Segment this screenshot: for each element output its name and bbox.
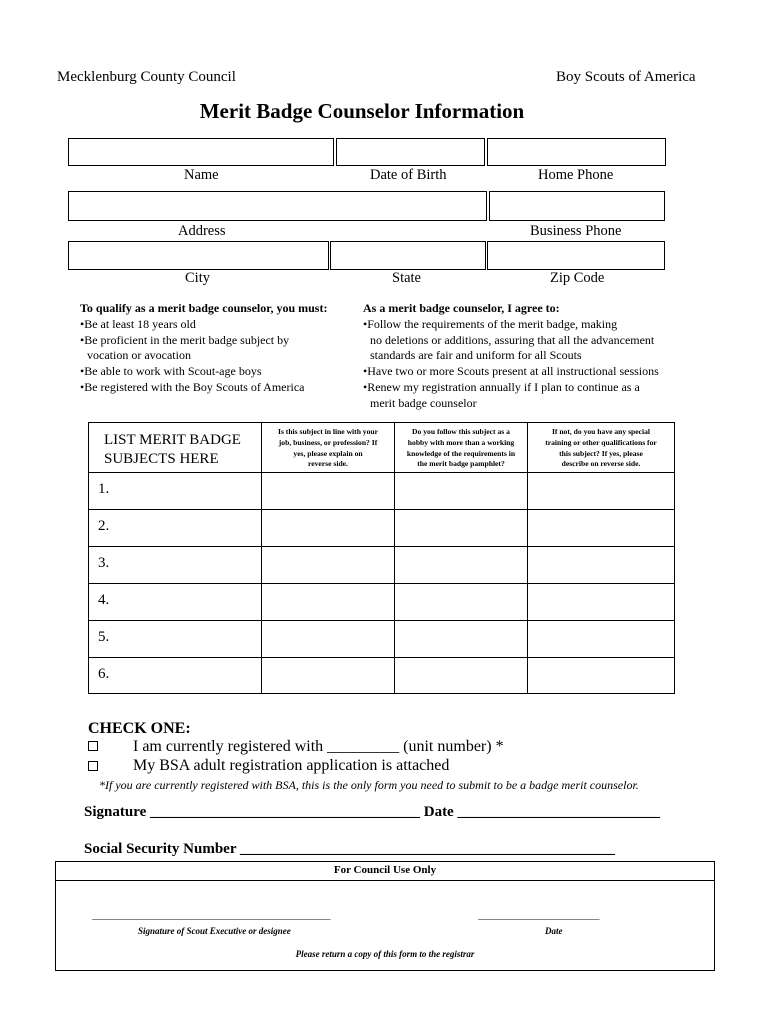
agree-item: standards are fair and uniform for all Scouts	[370, 348, 582, 363]
home-phone-field[interactable]	[487, 138, 666, 166]
subject-cell[interactable]: 5.	[89, 621, 262, 658]
answer-cell[interactable]	[528, 473, 675, 510]
qualify-item: •Be able to work with Scout-age boys	[80, 364, 262, 379]
city-label: City	[185, 270, 210, 286]
address-field[interactable]	[68, 191, 487, 221]
state-field[interactable]	[330, 241, 486, 270]
home-phone-label: Home Phone	[538, 167, 614, 183]
hobby-question-header: Do you follow this subject as a hobby with more than a working knowledge of the requirements in the merit badge pamphlet?	[395, 423, 528, 473]
answer-cell[interactable]	[262, 621, 395, 658]
agree-heading: As a merit badge counselor, I agree to:	[363, 301, 560, 315]
agree-item: •Have two or more Scouts present at all instructional sessions	[363, 364, 659, 379]
answer-cell[interactable]	[262, 473, 395, 510]
state-label: State	[392, 270, 421, 286]
address-label: Address	[178, 223, 226, 239]
answer-cell[interactable]	[528, 584, 675, 621]
name-field[interactable]	[68, 138, 334, 166]
form-title: Merit Badge Counselor Information	[199, 99, 525, 123]
executive-signature-label: Signature of Scout Executive or designee	[138, 926, 291, 936]
answer-cell[interactable]	[262, 584, 395, 621]
answer-cell[interactable]	[528, 547, 675, 584]
organization-name: Boy Scouts of America	[556, 69, 696, 85]
table-row	[89, 658, 675, 694]
answer-cell[interactable]	[528, 621, 675, 658]
answer-cell[interactable]	[395, 621, 528, 658]
profession-question-header: Is this subject in line with your job, business, or profession? If yes, please explain on reverse side.	[262, 423, 395, 473]
answer-cell[interactable]	[395, 510, 528, 547]
answer-cell[interactable]	[262, 510, 395, 547]
registered-checkbox[interactable]	[88, 741, 98, 751]
agree-item: no deletions or additions, assuring that all the advancement	[370, 332, 655, 347]
subject-cell[interactable]: 1.	[89, 473, 262, 510]
business-phone-field[interactable]	[489, 191, 665, 221]
city-field[interactable]	[68, 241, 329, 270]
subjects-header: LIST MERIT BADGE SUBJECTS HERE	[89, 423, 262, 473]
business-phone-label: Business Phone	[530, 223, 622, 239]
table-row	[89, 621, 675, 658]
council-date-line[interactable]: ___________________________	[478, 911, 600, 921]
name-label: Name	[184, 167, 219, 183]
executive-signature-line[interactable]: _____________________________________________________	[92, 911, 331, 921]
answer-cell[interactable]	[395, 547, 528, 584]
answer-cell[interactable]	[528, 658, 675, 694]
qualify-heading: To qualify as a merit badge counselor, you must:	[80, 301, 328, 315]
qualify-section	[80, 301, 327, 396]
ssn-line[interactable]: Social Security Number __________________________________________________	[84, 841, 615, 857]
zip-code-field[interactable]	[487, 241, 665, 270]
qualify-item: •Be registered with the Boy Scouts of America	[80, 379, 305, 394]
return-instructions: Please return a copy of this form to the registrar	[295, 949, 475, 959]
table-row	[89, 547, 675, 584]
merit-badge-subjects-table	[88, 422, 675, 694]
subject-cell[interactable]: 4.	[89, 584, 262, 621]
table-row	[89, 584, 675, 621]
application-checkbox[interactable]	[88, 761, 98, 771]
table-row	[89, 473, 675, 510]
date-of-birth-field[interactable]	[336, 138, 485, 166]
answer-cell[interactable]	[395, 658, 528, 694]
subject-cell[interactable]: 6.	[89, 658, 262, 694]
agree-item: •Renew my registration annually if I plan to continue as a	[363, 379, 640, 394]
qualify-item: •Be at least 18 years old	[80, 316, 196, 331]
qualify-item: vocation or avocation	[87, 348, 191, 363]
signature-date-line[interactable]: Signature ____________________________________ Date ___________________________	[84, 804, 660, 820]
agree-item: •Follow the requirements of the merit badge, making	[363, 316, 618, 331]
zip-code-label: Zip Code	[550, 270, 605, 286]
check-one-heading: CHECK ONE:	[88, 720, 191, 737]
subject-cell[interactable]: 2.	[89, 510, 262, 547]
council-use-box	[55, 861, 715, 971]
answer-cell[interactable]	[262, 547, 395, 584]
agree-item: merit badge counselor	[370, 395, 477, 410]
registered-option-label: I am currently registered with _________ (unit number) *	[133, 738, 504, 755]
qualifications-question-header: If not, do you have any special training or other qualifications for this subject? If yes, please describe on reverse side.	[528, 423, 675, 473]
agree-section	[363, 301, 659, 412]
answer-cell[interactable]	[528, 510, 675, 547]
answer-cell[interactable]	[262, 658, 395, 694]
answer-cell[interactable]	[395, 473, 528, 510]
application-option-label: My BSA adult registration application is attached	[133, 757, 450, 774]
date-of-birth-label: Date of Birth	[370, 167, 447, 183]
answer-cell[interactable]	[395, 584, 528, 621]
subject-cell[interactable]: 3.	[89, 547, 262, 584]
table-row	[89, 510, 675, 547]
table-header-row	[89, 423, 675, 473]
council-name: Mecklenburg County Council	[57, 69, 236, 85]
registration-note: *If you are currently registered with BSA, this is the only form you need to submit to be a badge merit counselor.	[99, 778, 639, 792]
qualify-item: •Be proficient in the merit badge subject by	[80, 332, 290, 347]
council-date-label: Date	[545, 926, 563, 936]
council-use-heading: For Council Use Only	[56, 862, 714, 881]
